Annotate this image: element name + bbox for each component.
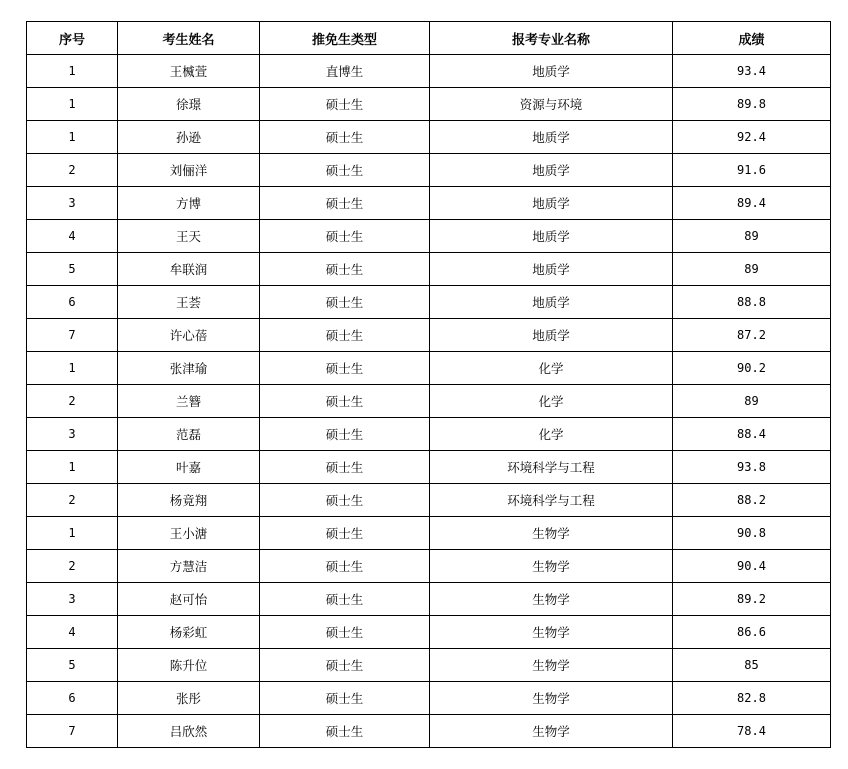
table-row [27, 550, 831, 583]
cell-major: 资源与环境 [430, 88, 673, 121]
cell-type: 硕士生 [260, 187, 430, 220]
cell-major: 地质学 [430, 319, 673, 352]
table-row [27, 55, 831, 88]
cell-score: 89.2 [673, 583, 831, 616]
admission-roster-table [26, 21, 831, 748]
cell-type: 硕士生 [260, 583, 430, 616]
header-major: 报考专业名称 [430, 22, 673, 55]
cell-name: 刘俪洋 [118, 154, 260, 187]
cell-score: 88.8 [673, 286, 831, 319]
table-row [27, 220, 831, 253]
table-row [27, 517, 831, 550]
cell-score: 82.8 [673, 682, 831, 715]
cell-score: 89.4 [673, 187, 831, 220]
header-score: 成绩 [673, 22, 831, 55]
cell-index: 2 [27, 484, 118, 517]
cell-major: 生物学 [430, 682, 673, 715]
header-name: 考生姓名 [118, 22, 260, 55]
cell-index: 3 [27, 583, 118, 616]
cell-name: 杨竟翔 [118, 484, 260, 517]
cell-name: 杨彩虹 [118, 616, 260, 649]
table-row [27, 418, 831, 451]
cell-score: 91.6 [673, 154, 831, 187]
cell-score: 88.4 [673, 418, 831, 451]
cell-major: 化学 [430, 352, 673, 385]
table-row [27, 154, 831, 187]
cell-name: 许心蓓 [118, 319, 260, 352]
cell-index: 5 [27, 649, 118, 682]
cell-index: 4 [27, 616, 118, 649]
cell-type: 直博生 [260, 55, 430, 88]
cell-name: 徐璟 [118, 88, 260, 121]
cell-index: 5 [27, 253, 118, 286]
cell-index: 7 [27, 715, 118, 748]
cell-type: 硕士生 [260, 616, 430, 649]
table-row [27, 616, 831, 649]
cell-name: 方博 [118, 187, 260, 220]
cell-name: 王荟 [118, 286, 260, 319]
cell-type: 硕士生 [260, 649, 430, 682]
cell-index: 7 [27, 319, 118, 352]
cell-major: 地质学 [430, 286, 673, 319]
cell-score: 92.4 [673, 121, 831, 154]
cell-major: 地质学 [430, 154, 673, 187]
cell-type: 硕士生 [260, 121, 430, 154]
cell-type: 硕士生 [260, 220, 430, 253]
cell-index: 4 [27, 220, 118, 253]
cell-index: 3 [27, 187, 118, 220]
table-header-row [27, 22, 831, 55]
cell-major: 化学 [430, 418, 673, 451]
cell-type: 硕士生 [260, 550, 430, 583]
cell-name: 王天 [118, 220, 260, 253]
cell-score: 93.4 [673, 55, 831, 88]
cell-score: 89 [673, 253, 831, 286]
cell-name: 陈升位 [118, 649, 260, 682]
cell-type: 硕士生 [260, 715, 430, 748]
cell-score: 89 [673, 385, 831, 418]
cell-name: 张彤 [118, 682, 260, 715]
cell-type: 硕士生 [260, 418, 430, 451]
table-row [27, 352, 831, 385]
cell-name: 范磊 [118, 418, 260, 451]
cell-score: 85 [673, 649, 831, 682]
cell-index: 1 [27, 88, 118, 121]
cell-type: 硕士生 [260, 154, 430, 187]
cell-name: 牟联润 [118, 253, 260, 286]
cell-score: 87.2 [673, 319, 831, 352]
table-row [27, 286, 831, 319]
cell-index: 1 [27, 121, 118, 154]
cell-name: 张津瑜 [118, 352, 260, 385]
cell-major: 地质学 [430, 121, 673, 154]
cell-type: 硕士生 [260, 517, 430, 550]
cell-score: 86.6 [673, 616, 831, 649]
table-row [27, 682, 831, 715]
cell-major: 化学 [430, 385, 673, 418]
cell-type: 硕士生 [260, 682, 430, 715]
cell-name: 王小溏 [118, 517, 260, 550]
cell-name: 吕欣然 [118, 715, 260, 748]
header-type: 推免生类型 [260, 22, 430, 55]
cell-type: 硕士生 [260, 484, 430, 517]
cell-score: 90.4 [673, 550, 831, 583]
table-body [27, 55, 831, 748]
cell-index: 1 [27, 352, 118, 385]
cell-index: 6 [27, 286, 118, 319]
table-row [27, 88, 831, 121]
cell-type: 硕士生 [260, 352, 430, 385]
cell-major: 地质学 [430, 55, 673, 88]
cell-type: 硕士生 [260, 253, 430, 286]
cell-major: 生物学 [430, 715, 673, 748]
cell-major: 环境科学与工程 [430, 484, 673, 517]
cell-score: 78.4 [673, 715, 831, 748]
table-row [27, 649, 831, 682]
cell-index: 1 [27, 517, 118, 550]
cell-type: 硕士生 [260, 385, 430, 418]
cell-major: 生物学 [430, 517, 673, 550]
cell-name: 孙逊 [118, 121, 260, 154]
table-row [27, 187, 831, 220]
cell-type: 硕士生 [260, 286, 430, 319]
cell-major: 生物学 [430, 550, 673, 583]
table-row [27, 583, 831, 616]
cell-major: 地质学 [430, 220, 673, 253]
table-row [27, 451, 831, 484]
cell-score: 90.2 [673, 352, 831, 385]
cell-name: 兰簪 [118, 385, 260, 418]
table-row [27, 484, 831, 517]
cell-major: 环境科学与工程 [430, 451, 673, 484]
table-row [27, 385, 831, 418]
table-row [27, 253, 831, 286]
cell-name: 叶嘉 [118, 451, 260, 484]
cell-type: 硕士生 [260, 319, 430, 352]
cell-index: 1 [27, 55, 118, 88]
cell-score: 90.8 [673, 517, 831, 550]
cell-major: 地质学 [430, 187, 673, 220]
cell-index: 2 [27, 154, 118, 187]
table-row [27, 121, 831, 154]
cell-index: 1 [27, 451, 118, 484]
cell-name: 王楲萱 [118, 55, 260, 88]
cell-type: 硕士生 [260, 88, 430, 121]
cell-major: 生物学 [430, 649, 673, 682]
cell-major: 地质学 [430, 253, 673, 286]
cell-score: 88.2 [673, 484, 831, 517]
cell-name: 赵可怡 [118, 583, 260, 616]
header-index: 序号 [27, 22, 118, 55]
table-row [27, 715, 831, 748]
cell-major: 生物学 [430, 583, 673, 616]
cell-index: 2 [27, 550, 118, 583]
cell-name: 方慧洁 [118, 550, 260, 583]
cell-index: 6 [27, 682, 118, 715]
cell-score: 89 [673, 220, 831, 253]
cell-type: 硕士生 [260, 451, 430, 484]
cell-score: 93.8 [673, 451, 831, 484]
cell-major: 生物学 [430, 616, 673, 649]
cell-score: 89.8 [673, 88, 831, 121]
cell-index: 3 [27, 418, 118, 451]
cell-index: 2 [27, 385, 118, 418]
table-row [27, 319, 831, 352]
